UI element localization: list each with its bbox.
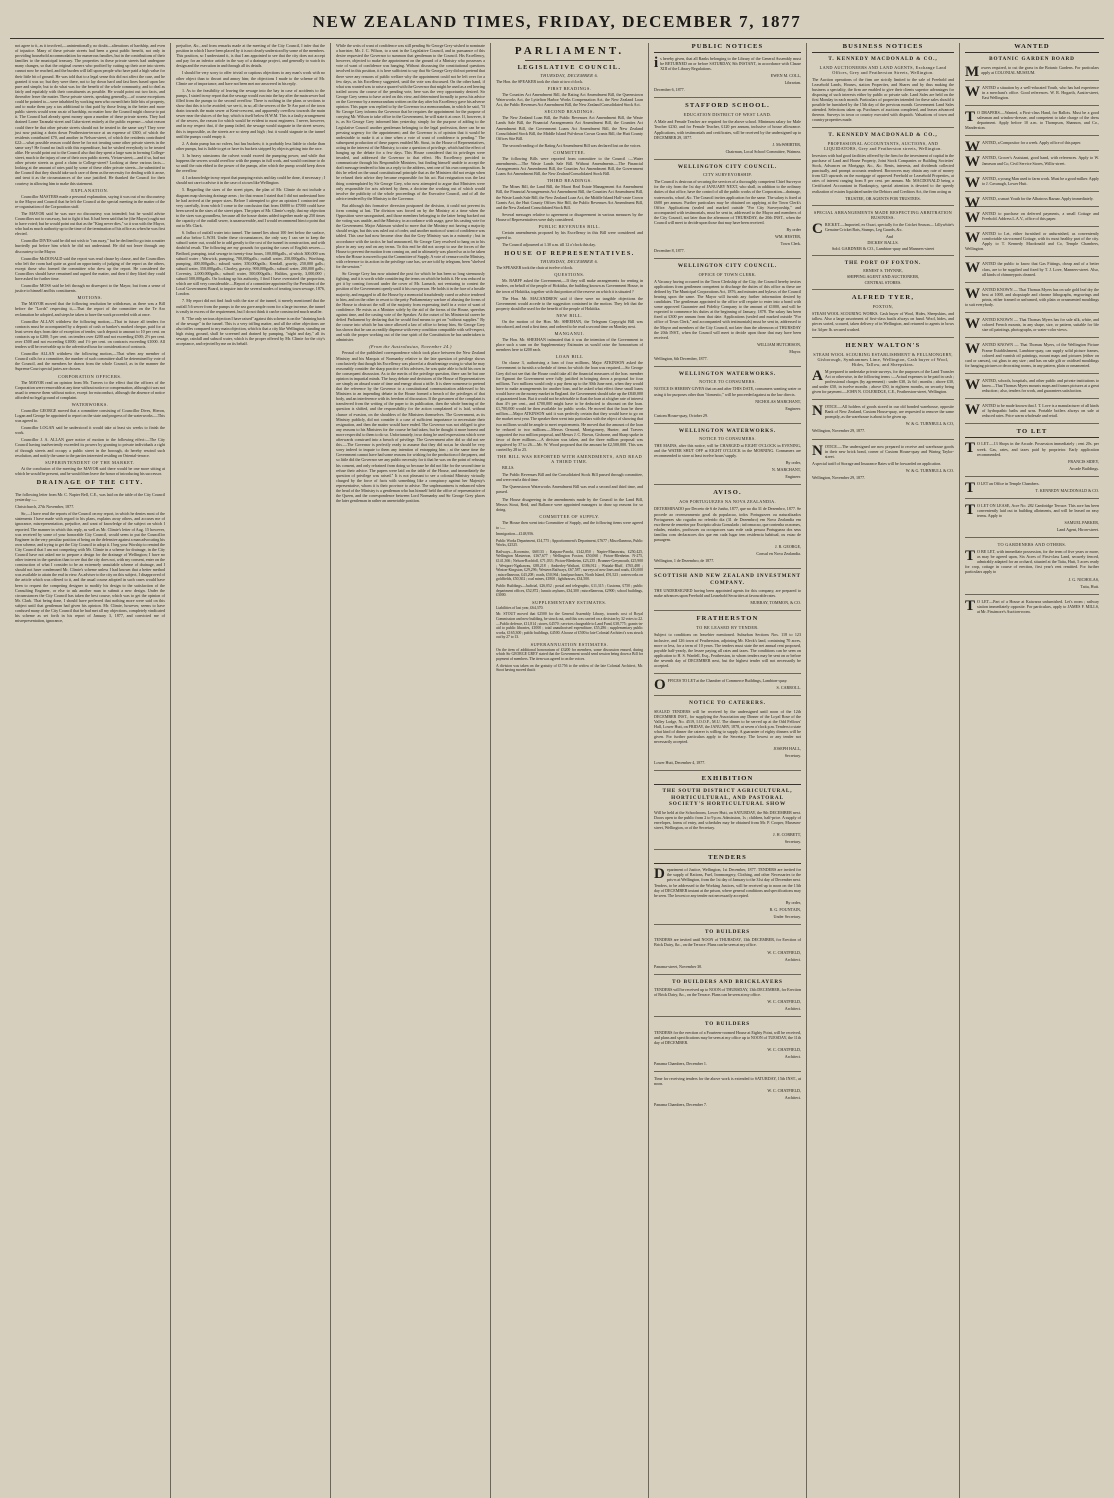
advert-body: WANTED a situation by a well-educated Youth, who has had experience in a merchant's office. Good references. W. R. Hogarth, Austin-street, East Wellington. — [965, 83, 1099, 100]
advert-body: WANTED, a smart Youth for the Albatross Bazaar. Apply immediately. — [965, 194, 1094, 211]
advert-seller: Sold. GARDNER & CO., Lambton-quay and Manners-street — [831, 245, 935, 251]
advert-wanted-cottage-let[interactable] — [965, 231, 1099, 257]
advert-body: TO LET.—13 Shops in the Arcade. Possession immediately ; rent 20s. per week. Gas, rates, and taxes paid by proprietor. Early application recommended. — [965, 440, 1099, 457]
advert-byorder: By order, — [785, 460, 801, 466]
advert-signature-role: Town Clerk. — [780, 241, 801, 247]
article-paragraph: At the conclusion of the meeting the MAYOR said there would be one more sitting at which he would be present, and he would then leave the honor of introducing his successor. — [15, 465, 165, 476]
advert-body: Will be held at the Schoolroom, Lower Hutt, on SATURDAY, the 8th DECEMBER next. Doors open to the public from 2 to 9 p.m. Admission, 1s ; children, half-price. A supply of envelopes, forms of entry, and schedules may be obtained from Mr. P. Cooper, Museum-street, Wellington, or of the Secretary. — [654, 809, 801, 831]
advert-signature: W. C. CHATFIELD, — [767, 949, 801, 955]
advert-stafford-school[interactable] — [654, 102, 801, 159]
advert-subtitle: TO BE LEASED BY TENDER. — [696, 625, 759, 631]
article-paragraph: The Mines Bill, the Land Bill, the Maori Real Estate Management Act Amendment Bill, the Financial Arrangements Act Amendment Bill, the Counties Act Amendment Bill, the Waste Lands Sale Bill, the New Zealand Loan Act, the Middle Island Half-caste Crown Grants Act, the Hutt County Offices Site Bill, the Public Revenues Act Amendment Bill, and the New Zealand Consolidated Stock Bill. — [496, 184, 643, 210]
advert-body: STEAM WOOL SCOURING WORKS. Cash buyer of Wool, Hides, Sheepskins, and tallow. Also a large assortment of first-class basils always on hand. Wool, hides, and pieces sorted, scoured, taken delivery of in Wellington, and returned to agents in bows for 3d per lb. secured washed. — [812, 311, 954, 332]
column-1 — [10, 43, 170, 1498]
advert-date: Wellington, November 29, 1877. — [812, 428, 866, 434]
advert-signature: FRANCIS SIDEY, — [1068, 458, 1099, 464]
advert-subtitle: OFFICE OF TOWN CLERK. — [698, 271, 757, 277]
advert-body: THE MAINS, after this notice, will be CHARGED at EIGHT O'CLOCK in EVENING, and the WATER SHUT OFF at EIGHT O'CLOCK in the MORNING. Consumers are recommended to store at least twelve hours' supply. — [654, 443, 801, 459]
advert-title: TO BUILDERS AND BRICKLAYERS — [672, 978, 783, 985]
subheading: CORPORATION OFFICERS. — [58, 373, 122, 379]
advert-date: Panama Chambers, December 1. — [654, 1061, 707, 1067]
advert-myers-picture-frames[interactable] — [965, 342, 1099, 373]
advert-title: WELLINGTON CITY COUNCIL. — [677, 263, 778, 270]
advert-subtitle: PROFESSIONAL ACCOUNTANTS, AUCTIONS, AND LIQUIDATORS, Grey and Featherston streets, Wellington. — [824, 140, 942, 151]
advert-signature: W. & G. TURNBULL & CO, — [905, 421, 954, 427]
article-paragraph: Councillor GEORGE moved that a committee consisting of Councillor Dives, Hieron, Logan and George be appointed to report on the state and progress of the waterworks.—This was agreed to. — [15, 407, 165, 424]
advert-signature-role: Secretary. — [784, 753, 801, 759]
advert-date: Wellington, November 29, 1877. — [812, 474, 866, 480]
advert-featherston-lease[interactable] — [654, 615, 801, 674]
rule — [68, 488, 113, 489]
article-paragraph: The Hon. the SPEAKER took the chair at two o'clock. — [496, 79, 584, 84]
article-paragraph: While the writs of want of confidence was still pending Sir George Grey wished to nominate a barrister, Mr. J. C. Wilson, to a seat in the Legislative Council, and in pursuance of this desire requested the Governor to summon that gentleman to the Council. His Excellency, however, objected to make the appointment on the ground of a Ministry who possesses a vote of want of confidence was hanging. Without discussing the constitutional questions involved in this position, it is here sufficient to say that Sir George Grey did not pretend that there were any reasons of public welfare why the appointment could not be left over for a few days, as his Excellency suggested, until the vote was discussed. On the other hand, if what was wanted was to raise a quarrel with the Governor that might be used as a red herring trailed across the course of the pending vote, here was the very opportunity desired. Sir George Grey seems to have acted on this view, and determined formally to press his advice on the Governor by a memorandum written on the day after his Excellency gave his adverse opinion. This paper was replied to by the Governor in a memorandum, in which he said, "If Sir George Grey informs the Governor that he requires the appointment for the purpose of carrying Mr. Wilson to take office in the Government, he will state it at once. If, however, it is, as Sir George Grey informed him yesterday, simply for the purpose of adding to the Legislative Council another gentleman belonging to the legal profession, there can be no pressing urgency for the appointment; and the Governor is of opinion that it would be undesirable to make it at a time when a vote of want of confidence is pending." The subsequent production of these papers enabled Mr. Stout, in the House of Representatives, acting in the interest of the Ministry, to raise a question of privilege, which had the effect of hanging up the debate for a few days. This House considered that its privileges were invaded, and addressed the Governor to that effect. His Excellency precided to communicate through his Responsible Ministers, but finding himself unable to accept the draft message tendered to him as a reply to the address, sent one of his own composition. In this he relied on the usual constitutional principle that as the Ministers did not resign when he refused their advice they became responsible for his act. But resignation was the last thing contemplated by Sir George Grey, who now attempted to argue that Ministers were only responsible for acts advised by them, a doctrine the working out of which would involve the publicity of the whole proceedings of the Executive Council, and of all the advice tendered by the Ministry to the Governor. — [336, 43, 485, 201]
article-paragraph: Perusal of the published correspondence which took place between the New Zealand Ministry and his Marquis of Normanby relative to the late question of privilege shows conclusively that though his Excellency was placed at a disadvantage owing to what he may reasonably consider the sharp practice of his advisers, he was quite able to hold his own in the consequent discussion. As to the merits of the privilege question, there can be but one opinion in impartial minds. The fussy debate and decisions of the House of Representatives are simply an absurd waste of time and energy about a trifle. It is sheer nonsense to pretend that the reference by the Governor to a constitutional communication addressed to his Ministers to an impending debate in the House formed a breach of the privileges of that body, and an interference with its freedom of discussion. If the gravamen of the complaint is transferred from the writing of the paper to its publication, then the whole bearing of the question is shifted, and the responsibility for the action complained of is laid, without chance of evasion, on the shoulders of the Ministers themselves. The Government, as its Ministry publicly, did not consider it a case of sufficient importance to necessitate their resignation, and then the matter would have ended. The Governor was not obliged to give any reasons to his Ministers for the course he had taken, but he thought it more honest and more respectful to them to do so. Unfortunately, in so doing he used expressions which were afterwards construed into a breach of privilege. The Government after did so did not see this.—The Governor is perfectly ready to assume that they did not,as he should be very sorry indeed to impute to them any intention of entrapping him ; at the same time the Government cannot have had some reasons for wishing for the production of the papers, and so little did the Governor see any public necessity for it that he was on the point of refusing his consent, and only refrained from doing so because he did not like for the second time to refuse their advice. The papers were laid on the table of the House, and immediately the question of privilege was raised." It is not pleasant to see a colonial Ministry virtually charged by the force of facts with something like a conspiracy against her Majesty's representative, whom it is their province to advise. The unpleasantness is enhanced when the head of the Ministry is a gentleman who has himself held the office of representative of the Queen, and the correspondence between Lord Normanby and Sir George Grey places the later gentleman in rather an unenviable position. — [336, 350, 485, 504]
advert-body: Investors with bad good facilities offered by the firm for the investment of capital in the purchase of Land and House Property, Joint Stock Companies or Building Societies' Stock, Advances on Mortgage, &c., &c. Rents, interests, and dividends collected punctually, and prompt accounts rendered. Borrowers may obtain any rate of money from £25 upwards on the mortgage of approved Freehold or Leasehold Properties, at rates of interest ranging from 8 per cent. per annum. Mr. MACDONALD being a Certificated Accountant in Bankruptcy, special attention is devoted to the speedy realization of estates liquidated under the Debtors and Creditors Act, the firm acting as — [812, 152, 954, 194]
column-6-business-notices — [806, 43, 959, 1498]
advert-subtitle: NOTICE TO CONSUMERS. — [699, 436, 756, 442]
subheading: FIRST READINGS. — [547, 86, 592, 92]
article-paragraph: The SPEAKER took the chair at twelve o'clock. — [496, 265, 574, 271]
advert-horticultural-show[interactable] — [654, 788, 801, 850]
advert-body: THE UNDERSIGNED having been appointed agents for this company, are prepared to make advances upon Freehold and Leasehold Securities at favourable rates. — [654, 588, 801, 599]
advert-wanted-farm-hand[interactable] — [965, 176, 1099, 192]
advert-title: SCOTTISH AND NEW ZEALAND INVESTMENT COMPANY. — [654, 573, 801, 586]
article-dateline: Christchurch, 27th November, 1877. — [15, 504, 75, 510]
advert-body: WANTED to purchase on deferred payments, a small Cottage and Freehold. Address L.A.V., office of this paper. — [965, 209, 1099, 226]
subheading: THE BILL WAS REPORTED WITH AMENDMENTS, AND READ A THIRD TIME. — [496, 454, 643, 465]
advert-body: CRICKET.—Imported, ex Oxari, specially for the Cricket Season— Lillywhite's Genuine Cricket Bats, Stumps, Leg Guards, &c. — [812, 220, 954, 237]
advert-signature: DICKES' BALLS. — [867, 239, 899, 245]
article-paragraph: I should be very sorry to offer trivial or captious objections to any man's work with no other object than to thwart and annoy him; the objections I made to the scheme of Mr. Climie are of importance, and have not been met nor answered in his reply. — [176, 70, 325, 86]
article-paragraph: On the motion of the Hon. Mr. SHEEHAN, the Telegram Copyright Bill was introduced, and read a first time, and ordered to be read a second time on Monday next. — [496, 318, 643, 329]
subheading-legislative-council: LEGISLATIVE COUNCIL. — [517, 64, 622, 71]
advert-date: Panama Chambers, December 7. — [654, 1102, 707, 1108]
source-attribution: (From the Australasian, November 24.) — [369, 344, 452, 350]
article-paragraph: On clause 3, authorising a loan of four millions, Major ATKINSON asked the Government to furnish a schedule of items for which the loan was required.—Sir George Grey did not see that the House could take all the financial measures of the hon. member for Egmont the Government were fully justified in bringing down a proposal for four millions. Two millions would only a pay them up to the 30th June next, when they would have to make arrangements for another loan, and he asked what effect these small loans would have on the money market in England. the Government should take up the £840,000 of guaranteed loan. But it would not be advisable to float the loan at a higher rate of interest than 4½ per cent., and £700,000 might have to be deducted to discount on the loan. £1,700,000 would be then available for public works. He moved that the loan be there million.—Major ATKINSON said it was perfectly certain that they would have to go on the market next year. The speaker then went into particulars with the object of showing that two millions would be ample to meet requirements. He moved that the amount of the loan be reduced to two millions.—Messrs Ormond, Montgomery, Hunter, and Travers supported the two million proposal, and Messrs J. C. Brown, Gisborne, and Sharp spoke in favor of three millions.—A division was taken, and the three million proposal was negatived by 37 to 26.—Mr. W. Wood proposed that the amount be £2,500,000. This was carried by 28 to 25. — [496, 360, 643, 452]
advert-body: WANTED, a young Man used to farm work. Must be a good milker. Apply to J. Cavanagh, Lower Hutt. — [965, 174, 1099, 191]
advert-wanted-situation-youth[interactable] — [965, 85, 1099, 106]
article-paragraph: 4. I acknowledge in my report that pumping exists and day could be done, if necessary ; I should not care to advise it in the case of a town like Wellington. — [176, 175, 325, 186]
advert-aviso-portuguese[interactable] — [654, 489, 801, 569]
section-heading-business-notices: BUSINESS NOTICES — [812, 43, 954, 53]
advert-myers-mounts[interactable] — [965, 317, 1099, 338]
column-2 — [170, 43, 330, 1498]
advert-address: Taita, Hutt. — [1080, 583, 1099, 589]
advert-date: Panama-street, November 30. — [654, 963, 703, 969]
advert-signature: J. H. CORBETT, — [772, 832, 801, 838]
advert-date: Custom House-quay, October 29. — [654, 412, 709, 418]
advert-body: is hereby given, that all Ranks belonging to the Library of the General Assembly must be RETURNED on or before SATURDAY, 8th INSTANT, in accordance with Clause XIII of the Library Regulations. — [654, 55, 801, 72]
article-paragraph: 3. In heavy rainstorms the culvert would exceed the pumping power, and while that happens the sewers would overflow with the pumps in full work, and would continue to do so until the rain ebbed to the power of the pumps, after which the pump would keep down the overflow. — [176, 152, 325, 174]
estimates-item: Liabilities of last year, £64,370. — [496, 605, 544, 610]
advert-notice-library[interactable] — [654, 56, 801, 98]
advert-wanted-bazaar-youth[interactable] — [965, 194, 1099, 211]
advert-body: Subject to conditions on leasehter mentioned. Suburban Sections Nos. 118 to 123 inclusive, and 126 town of Featherston, adjoining Mr. Kleck's land, containing 70 acres, more or less, for a term of 10 years. The tenders must state the net annual rent proposed, payable half-yearly, the lessee paying all rates and taxes. The conditions can be seen on application to H. S. Wardell, Esq., Featherston, to whom tenders may be sent on or before the seventh day of DECEMBER next, but the highest tender will not necessarily be accepted. — [654, 632, 801, 668]
advert-signature: J. G. NICHOLAS, — [1068, 576, 1099, 582]
advert-body: WANTED the public to know that Gas Fittings, cheap and of a better class, are to be supplied and fixed by T. J. Love, Manners-street. Also, all kinds of chimneypots cleaned. — [965, 260, 1099, 277]
advert-title: TO BUILDERS — [704, 1021, 751, 1028]
advert-conjunction: And — [885, 233, 894, 239]
advert-wanted-compositor[interactable] — [965, 139, 1099, 156]
advert-body: TO LET an Office in Temple Chambers. — [965, 479, 1040, 496]
advert-subtitle: EDUCATION DISTRICT OF WEST LAND. — [683, 112, 772, 118]
advert-title: FRATHERSTON — [696, 615, 759, 623]
advert-signature-role: Librarian. — [784, 80, 801, 86]
advert-signature-role: Architect. — [784, 1054, 801, 1060]
column-7-wanted-to-let — [959, 43, 1104, 1498]
advert-turnbull-bond-removal[interactable] — [812, 404, 954, 439]
section-heading-to-let: TO LET — [965, 428, 1099, 438]
advert-signature: W. C. CHATFIELD, — [767, 1047, 801, 1053]
advert-tolet-cambridge-terrace[interactable] — [965, 503, 1099, 538]
advert-tolet-arcade-shops[interactable] — [965, 441, 1099, 476]
subheading: MOTIONS. — [77, 295, 103, 301]
advert-myers-institutions[interactable] — [965, 378, 1099, 399]
article-paragraph: The following letter from Mr. C. Napier Bell, C.E., was laid on the table of the City Council yesterday :— — [15, 491, 165, 503]
advert-title: WELLINGTON WATERWORKS. — [678, 370, 777, 377]
subheading: COMMITTEE. — [553, 149, 586, 155]
advert-title: THE SOUTH DISTRICT AGRICULTURAL, HORTICULTURAL, AND PASTORAL SOCIETY'S HORTICULTURAL SHOW — [662, 788, 793, 808]
advert-address: Land Agent, Hiron-street. — [1056, 527, 1099, 533]
section-heading-tenders: TENDERS — [654, 854, 801, 864]
advert-signature-role: Engineer. — [785, 474, 801, 480]
advert-tender-extension[interactable] — [654, 1076, 801, 1112]
advert-body: TENDERS for the erection of a Fourteen-roomed House at Eighty Point, will be received, and plans and specifications may be seen at my office up to NOON of TUESDAY, the 11th day of DECEMBER. — [654, 1029, 801, 1045]
article-paragraph: BILLS. — [502, 465, 515, 471]
advert-tender-builders-bricklayers[interactable] — [654, 979, 801, 1018]
sitting-date: THURSDAY, DECEMBER 6. — [540, 259, 599, 265]
article-paragraph: The MAYOR moved that the following resolution be withdrawn, as there was a Bill before the "Lords" respecting it,—That the report of the committee on the Te Aro reclamation be adopted, and steps be taken to have the work proceeded with at once. — [15, 301, 165, 317]
advert-signature: J. R. GEORGE, — [774, 544, 801, 550]
masthead: NEW ZEALAND TIMES, FRIDAY, DECEMBER 7, 1877 — [10, 8, 1104, 39]
advert-scottish-nz-investment[interactable] — [654, 573, 801, 611]
article-paragraph: The Queenstown Waterworks Amendment Bill was read a second and third time, and passed. — [496, 484, 643, 495]
section-heading-wanted: WANTED — [965, 43, 1099, 53]
advert-signature-role: Engineer. — [785, 405, 801, 411]
subheading: WATERWORKS. — [71, 401, 109, 407]
advert-signature: W. C. CHATFIELD, — [767, 999, 801, 1005]
estimates-item: Mr. STOUT moved that £2500 for the General Assembly Library, towards cost of Royal Commission and new building, be struck out, and this was carried on a division by 32 votes to 22.—Public defence, £11,814 ; stores, £4570 ; services chargeable to Land Fund, £38,775 ; grants-in-aid to public libraries, £1000 ; total unauthorised expenditure, £55,286 ; supplementary public works, £165,300 ; public buildings, £4500. A house of £500 to late Colonial Architect's was struck out by 27 to 13. — [496, 612, 643, 640]
subheading: QUESTIONS. — [554, 272, 585, 278]
subheading: SUPERINTENDENT OF THE MARKET. — [45, 459, 135, 465]
advert-signature: W. C. CHATFIELD, — [767, 1088, 801, 1094]
advert-body: TO LET—Part of a House at Kaiwarra unfurnished. Let's room ; railway station immediately opposite. For particulars, apply to JAMES F. MILLS, at Mr. Fissimore's Auction-room. — [965, 597, 1099, 614]
advert-tolet-gardeners-land[interactable] — [965, 542, 1099, 594]
advert-body: WANTED, schools, hospitals, and other public and private institutions to know—That Thomas Myers mounts maps and frames pictures at a great reduction ; also, tenders for work, and guarantees satisfaction. — [965, 376, 1099, 394]
subheading: PUBLIC REVENUES BILL. — [538, 223, 601, 229]
advert-body: DETERMINADO por Decreto de 6 de Junho, 1877, que no dia 31 de Dezembro, 1877. Se procede ao recenseamento geral da populacao, todos Portuguezes ou naturalizados Portuguezes são rogados no referido dia (31 de Dezembro) em Nova Zealandia em escriberse de remetter por Escriptio alista Consulado ; informacao, que contenha os nomes, edades, estados, profissoes ou occupacoes suas ecde cada pessoa Portugueza dos seus familias com declaracoes dos que em cada lugar tem residencia habitual, ou estao de passagem. — [654, 506, 801, 543]
advert-date: Lower Hutt, December 4, 1877. — [654, 760, 706, 766]
advert-address: Arcade Buildings. — [1069, 465, 1099, 471]
advert-macdonald-land-agents[interactable] — [812, 56, 954, 128]
column-3 — [330, 43, 490, 1498]
advert-signature-role: Mayor. — [789, 348, 801, 354]
estimates-item: Public Buildings—Judicial, £26,052 ; postal and telegraphic, £11,315 ; Customs, £750 ; public department offices, £52,872 ; lunatic asylums, £34,300 ; miscellaneous, £2900 ; school buildings, £3000. — [496, 583, 643, 598]
advert-henry-walton-wool[interactable] — [812, 342, 954, 400]
advert-subtitle: CITY SURVEYORSHIP. — [702, 172, 753, 178]
advert-signature: MURRAY, TOMMON, & CO. — [750, 600, 801, 606]
advert-signature-role: Consul en Nova Zealandia. — [756, 551, 801, 557]
subheading: MANGANUI. — [554, 331, 585, 337]
article-paragraph: Councillor ALLAN withdrew the following motion,—That in future all tenders for contracts must be accompanied by a deposit of cash or banker's marked cheque, paid for at least seven days from date of exception of tender, such deposit to amount to 10 per cent. on contracts up to £200; 5 per cent. on tenders over £200 and not exceeding £500; 2½ per cent. over £500 and not exceeding £1000; and 1½ per cent. on contracts exceeding £1000. All tenders will be receivable up to the advertised hour for consideration of contracts. — [15, 318, 165, 350]
article-paragraph: Councillor MASTERS made a personal explanation, saying it was out of no discourtesy to the Mayor and Council that he left the Council at the special meeting in the matter of the re-organisation of the Corporation staff. — [15, 193, 165, 209]
advert-wanted-drapers-hand[interactable] — [965, 110, 1099, 136]
advert-signature: NICHOLAS MARCHANT, — [755, 398, 801, 404]
advert-footer: TRUSTEE, OR AGENTS FOR TRUSTEES. — [845, 195, 921, 201]
advert-signature-role: Architect. — [784, 1095, 801, 1101]
advert-signature-role: Secretary. — [784, 839, 801, 845]
advert-tender-builders-2[interactable] — [654, 1021, 801, 1072]
advert-title: WELLINGTON WATERWORKS. — [678, 427, 777, 434]
article-paragraph: Councillor ALLAN withdrew the following motion,—That when any member of Council calls for a committee, the number of such committee shall be determined by vote of the Council, and the members be drawn from the whole Council, as in the manner the Supreme Court special juries are chosen. — [15, 351, 165, 372]
article-paragraph: The Public Revenues Bill and the Consolidated Stock Bill passed through committee, and were read a third time. — [496, 472, 643, 483]
advert-body: TO LET ON LEASE, Acre No. 282 Cambridge Terrace. This acre has been conveniently laid out in building allotments, and will be leased on easy terms. Apply to — [965, 501, 1099, 518]
article-paragraph: not agree to it, as it involved,—unintentionally, no doubt—alterations of hardship, and even of injustice. Many of these private streets had been a great public benefit, not only in providing household accommodation for numerous families, but in the contributions of their families to the municipal treasury. The properties in these private streets had undergone many changes, so that the original owners who profited by cutting up their acre into streets cannot now be reached, and the burden will fall upon people who have paid a high value for their little bit of ground. He was told that to a legal sense this did not affect the case, and he granted it was so; but they were there, not to lay down hard and fast lines based upon law pure and simple, but to do what was for the benefit of the whole community, and to deal as fairly and equitably with their constituents as possible. He would point out two facts, and thereafter leave the matter. These private streets, speaking generally,—of course exceptions could be pointed to—were inhabited by working men who owned their little bits of property, and to make them pay a tax additional to that paid by those living in the better and more public streets would wear an air of hardship, no matter how the Council might choose to put it. The Council had already spent money upon a number of these private streets. They had drained Lorne Taranaki-street and Cuba-street entirely at the public expense:—what reason could there be that other private streets should not be treated in the same way? They were just now putting a drain down Featherston-terrace at an expense of £300, of which the residents contributed £70, and another in Nelson-street, of which the residents contributed £22:—what possible reason could there be for not treating some other private streets in the same way? He found no fault with this expenditure, but he wished everybody to be treated alike. He would point out to the Council also that they spent a large sum in forming College-street, much to the injury of one of their own public streets, Vivian-street;—and if so, had not other private streets as good a claim to College-street? Looking at these various facts—looking at the amount of rates paid by some of these older private streets—he submitted to the Council that they should take such care of them as the necessity for dealing with it arose, and treat it as the circumstances of the case justified. He thanked the Council for their courtesy in allowing him to make this statement. — [15, 43, 165, 186]
advert-body: WANTED to Let, either furnished or unfurnished, as conveniently comfortable six-roomed Cottage, with its most healthy part of the city. Apply to T. Kennedy Macdonald and Co, Temple Chambers, Wellington. — [965, 230, 1099, 252]
advert-signature: WILLIAM HUTCHISON, — [757, 341, 801, 347]
article-paragraph: prejudice, &c., and from remarks made at the meeting of the City Council, I infer that the position in which I have been placed by it is not clearly understood by some of the members. This position, so I understand it, is that I am appointed to see that the city does not accept and pay for an inferior article in the way of a drainage project, and generally to watch its design and the execution in and through all its details. — [176, 43, 325, 69]
advert-botanic-garden-mowers[interactable] — [965, 56, 1099, 81]
article-paragraph: Certain amendments proposed by his Excellency in this Bill were considered and agreed to. — [496, 229, 643, 241]
article-paragraph: The MAYOR said he was sure no discourtesy was intended; but he would advise Councillors not to run away, but to fight it but. It had been said that he (the Mayor) ought not to have voted; but he would point out that as the "King never dies," so it was with the Mayor, who had as much authority up to the time of the termination of his office as when he was first elected. — [15, 210, 165, 237]
advert-body: TENDERS are invited until NOON of THURSDAY, 13th DECEMBER, for Erection of Brick Dairy, &c., on the Terrace. Plans can be seen at my office. — [654, 937, 801, 948]
article-paragraph: The Counties Act Amendment Bill, the Rating Act Amendment Bill, the Queenstown Waterworks Act, the Lyttelton Harbor Works Compensation Act, the New Zealand Loan Act, the Public Revenues Act Amendment Bill, the New Zealand Consolidated Stock Act. — [496, 92, 643, 108]
advert-title: WELLINGTON CITY COUNCIL. — [677, 163, 778, 170]
advert-title: NOTICE TO CATERERS. — [689, 700, 766, 707]
advert-subtitle: FOXTON, — [872, 304, 894, 310]
section-heading-parliament: PARLIAMENT. — [514, 45, 625, 57]
advert-body: The Auction operations of the firm are strictly limited to the sale of Freehold and Leasehold Lands, Houses, station Properties, and Shares and by thus making the business a speciality, the firm are enabled to give their clients superior advantages for disposing of such interests either by public or private sale. Land Sales are held on the first Monday in each month. Particulars of properties intended for these sales should it possible be furnished by the 15th day of the previous month. Government Land Sales attended. Selections taken up. Purchases of auctions completed, and leases advanced thereon. Surveys in town or country executed with dispatch. Valuations of town and country properties made. — [812, 76, 954, 123]
subheading: NEW BILL. — [556, 312, 583, 318]
subheading: THIRD READINGS. — [546, 178, 593, 184]
advert-title: TO GARDENERS AND OTHERS. — [997, 542, 1067, 548]
advert-tender-prison-supplies[interactable] — [654, 867, 801, 925]
article-paragraph: Sir George Grey has now attained the post for which he has been so long strenuously fighting, and it is worth while considering the terms on which he holds it. He was reduced to get it by coming forward under the cover of Mr. Larnach, not venturing to contest the position of the Government openly until it his own person. He holds it in the face of a hostile majority, and engaged to all the House by a memorial fraudulently cured or advice tendered to him, and on the other to resort to the petty Parliamentary warfare of abusing the forms of the House to obstruct the will of the majority from expressing itself in a voice of want of confidence. He exists as a Minister solely by the aid of the forms of the House, speeches against time, and the casting vote of the Speaker. At the outset of his Ministerial career he defied Parliament by declaring that he would find means to get on "without supplies." By the course into which he has since allowed a law of office to betray him, Sir George Grey has shown that he can as readily dispense with every condition compatible with self-respect, and with the proper working out of the true spirit of the Constitution he has undertaken to administer. — [336, 271, 485, 343]
advert-signature: W. & G. TURNBULL & CO. — [905, 467, 954, 473]
subheading: LOAN BILL — [555, 354, 584, 360]
advert-body: TO BE LET, with immediate possession, for the term of five years or more, as may be agreed upon, Six Acres of First-class Land, securely fenced, admirably adapted for an orchard, situated at the Taita, Hutt, 5 acres ready for crop, cottage in course of erection, first year's rent remitted. For further particulars apply to — [965, 548, 1099, 575]
advert-notice-to-caterers[interactable] — [654, 700, 801, 771]
advert-body: NOTICE IS HEREBY GIVEN that on and after THIS DATE, consumers wanting water or using it for purposes other than "domestic," will be proceeded against as the law directs. — [654, 386, 801, 397]
advert-body: NOTICE.—All holders of goods stored in our old bonded warehouse, opposite Bank of New Zealand, Custom House-quay, are requested to remove the same promptly, as the warehouse is about to be given up. — [812, 403, 954, 420]
advert-signature: N. MARCHANT, — [771, 467, 801, 473]
advert-signature: WM. HESTER, — [774, 234, 801, 240]
advert-offices-to-let[interactable] — [654, 678, 801, 696]
advert-body: WANTED to be made known that J. T. Love is a manufacturer of all kinds of hydropathic baths and urns. Portable boilers always on sale at reduced rates. Price warm wholesale and retail. — [965, 402, 1099, 419]
column-4 — [490, 43, 648, 1498]
advert-signature: EWEN M. COLL, — [770, 73, 801, 79]
article-paragraph: Councillor DIVES said he did not wish to "run away," but he declined to go into a matter hurriedly put before him which he did not understand. He did not leave through any discourtesy to the Mayor. — [15, 238, 165, 254]
article-paragraph: 5. Regarding the sizes of the street pipes, the plan of Mr. Climie do not include a diagram map showing drainage areas ; for that reason I stated that I did not understand how he had arrived at the proper sizes. Before I attempted to give an opinion I contracted one very carefully, from which I come to the conclusion that from £6000 to £7000 could have been saved in the sizes of the street pipes. The pipes of Mr. Climie's reply, that my objection to the sizes was groundless, because all the house drains added together made up 250 times the capacity of the outfall sewer, is unanswerable, and I would recommend him to point that out to Mr. Clark. — [176, 187, 325, 229]
advert-signature-role: Architect. — [784, 956, 801, 962]
article-paragraph: 6. Influx of outfall water into tunnel. The tunnel lies about 100 feet below the surface, and also below L.W.M. Under these circumstances, the only way I can see to keep the subsoil water out, would be to add greatly to the cost of the tunnel in construction, and with doubtful result. The following are my grounds for quoting the cases of English sewers.—Bedford, pumping, total sewage in twenty-four hours, 100,000galls., of which 300,000 was subsoil water ; Warwick, pumping, 700,000galls.; outfall water, 250,000galls.; Worthing, pumping, 400,000galls.; subsoil water, 350,000galls.; Kendall, gravity, 250,000 galls.; subsoil water, 350,000galls.; Chorley, gravity, 900,000galls.; subsoil water, 200,000 galls.; Coventry, 2,000,000galls.; subsoil water, 500,000galls.; Halifax, gravity, 3,000,000 ; subsoil 500,000galls. On looking up his authority, I find I have overstated the proportion, which are still very considerable.—Report of a committee appointed by the President of the Local Government Board, to inquire into the several modes of treating town sewage, 1876, London. — [176, 230, 325, 297]
article-paragraph: 1. As to the feasibility of leaving the sewage into the bay in case of accidents to the pumps, I stated in my report that the sewage would run into the bay after the main sewer had filled from the pumps to the second overflow. There is nothing in the plans or sections to show that this is to be avoided; we see it, in so, all the sewers of the Te Aro part of the town drain towards the main sewer at Kent-crescent, and apparently overflow towards the main sewer near the sluices of the bay, which is itself below H.W.M. This is a faulty arrangement of the sewers, the reason for which would be evident to most engineers. I never, however, and in my respect that, if the pump failed, the sewage would stagnate in the street sewers; this is impossible, as the streets are so steep and high ; but it would stagnate in the tunnel until the pumps could empty it. — [176, 87, 325, 139]
advert-body: TENDERS will be received up to NOON of THURSDAY, 13th DECEMBER, for Erection of Brick Dairy, &c., on the Terrace. Plans can be seen at my office. — [654, 987, 801, 998]
article-paragraph: The House then went into Committee of Supply, and the following items were agreed to :— — [496, 519, 643, 530]
article-paragraph: Sir,—I have read the reports of the Council on my report, in which he denies most of the statements I have made with regard to his plans, explains away others, and accuses me of ignorance, misrepresentation, prejudice, and want of knowledge of the subject on which I reported. The manner in which this reply, as well as Mr. Climie's letter of Aug. 15 however, was received by some of your honorable City Council, would seem to put the Councillor Engineer in the very peculiar position of being on the defensive against a man advocating his own scheme, and trying to get the City Council to adopt it. I beg your Worship to remind the City Council that I am not competing with Mr. Climie in a scheme for drainage, in the City Council have not asked me to prepare a design for the drainage of Wellington; I have no other interest in the question than to see that the city does not, with my consent, enter on the construction of what I consider to be an extremely unsuitable scheme of drainage, and I should not have condemned Mr. Climie's scheme unless I had known that a better method was available to attain the end in view. As adviser to the city on this subject, I disapproved of the article which was offered to it, and the usual course adopted in such cases would have been to request the competing designer to modify his design to the satisfaction of the Consulting Engineer, or else to ask another man to submit a new design. Under the circumstances the City Council has taken the best course, which was to get the opinion of Mr. Clark. That being done, I should have preferred that nothing more were said on this subject until that gentleman had given his opinion. Mr. Climie, however, seems to have confused many of the City Council that he had met all my objections, completely vindicated his scheme as set forth in his report of January 3, 1877, and convicted me of misrepresentation, ignorance, — [15, 511, 165, 624]
advert-body: SEALED TENDERS will be received by the undersigned until noon of the 12th DECEMBER INST., for supplying the Association any Dinner of the Loyal Rose of the Valley Lodge, No. 4519, I.O.O.F., M.U. The dinner to be served up at the Odd Fellows' Hall, Lower Hutt, on FRIDAY, the JANUARY, 1878, at seven o'clock p.m. Tenders to state what kind of dinner the caterer is willing to supply. A guarantee of eighty dinners will be given. For further particulars apply to the Secretary. The lowest or any tender not necessarily accepted. — [654, 708, 801, 745]
article-paragraph: The Hon. Mr. SHEEHAN intimated that it was the intention of the Government to place such a sum on the Supplementary Estimates as would raise the honorarium of members here to £200 each. — [496, 337, 643, 353]
advert-byorder: By order, — [785, 899, 801, 905]
advert-wanted-purchase-cottage[interactable] — [965, 211, 1099, 227]
advert-body: Mowers required, to cut the grass in the Botanic Gardens. For particulars apply at COLONIAL MUSEUM. — [965, 63, 1099, 80]
subheading: EXPLANATION. — [71, 187, 109, 193]
advert-subtitle: STEAM WOOL SCOURING ESTABLISHMENT & FELLMONGERY, Gisborough, Symhammes Lime, Wellington, Cash buyer of Wool, Hides, Tallow, and Sheepskins. — [813, 351, 953, 367]
advert-body: WANTED KNOWN — That Thomas Myers has on sale gold leaf dry the best at 1000, and shopstaple and chrome lithographs, engravings and prints, either framed or unframed, with plain or ornamented mouldings to suit everybody. — [965, 285, 1099, 308]
advert-body: NOTICE.—The undersigned are now prepared to receive and warehouse goods in their new brick bond, corner of Custom House-quay and Waring Taylor-street. — [812, 442, 954, 459]
article-paragraph: Councillor J. A. ALLAN gave notice of motion to the following effect:—The City Council having inadvertently exceeded its powers by granting to private individuals a right of through streets and occupy a public street in the borough, do hereby rescind such resolution, and notify the same to the parties interested residing on Oriental-terrace. — [15, 437, 165, 458]
article-paragraph: The House disagreeing in the amendments made by the Council in the Land Bill, Messrs Stout, Reid, and Ballance were appointed managers to draw up reasons for so doing. — [496, 496, 643, 512]
advert-title: THE PORT OF FOXTON. — [844, 259, 922, 266]
article-paragraph: The following Bills were reported from committee to the Council :—Water amendments.—The Waste Lands Sale Bill. Without Amendments.—The Financial Arrangements Act Amendment Bill, the Counties Act Amendment Bill, the Government Loans Act Amendment Bill, the New Zealand Consolidated Stock Bill. — [496, 155, 643, 177]
section-heading-drainage: DRAINAGE OF THE CITY. — [36, 478, 144, 486]
advert-title: BOTANIC GARDEN BOARD — [989, 56, 1075, 62]
estimates-item: On the item of additional honorarium of £3200 for members, some discussion ensued, during which Sir GEORGE GREY stated that the Government would send session being down a Bill for payment of members. The item was agreed to on the voices. — [496, 647, 643, 662]
advert-body: WANTED, Grocer's Assistant, good hand, with references. Apply to W. Jameson and Co, Civil Service Stores, Willis-street. — [965, 154, 1099, 171]
advert-myers-goldleaf[interactable] — [965, 287, 1099, 313]
advert-body: WANTED KNOWN — That Thomas Myers has for sale silk, white, and colored French mounts, in any shape, size, or pattern, suitable for life size oil paintings, photographs, or water-color views. — [965, 316, 1099, 333]
advert-signature: T. KENNEDY MACDONALD & CO. — [1035, 487, 1099, 493]
advert-signature-role: Under Secretary. — [773, 913, 801, 919]
advert-title: HENRY WALTON'S — [845, 341, 921, 349]
advert-tolet-temple-chambers[interactable] — [965, 481, 1099, 499]
article-paragraph: Mr. BARFF asked the Government,—If they will make arrangements for renting in tenders, on behalf of the people of Hokitika, the building known as Government House, in the town of Hokitika, together with that portion of the reserve on which it is situated ? — [496, 278, 643, 294]
rule — [525, 60, 613, 61]
advert-subtitle: AOS PORTUGUEZES NA NOVA ZEALANDIA. — [679, 499, 776, 505]
advert-waterworks-consumers-2[interactable] — [654, 428, 801, 486]
advert-wanted-gas-fittings[interactable] — [965, 261, 1099, 282]
subheading: COMMITTEE OF SUPPLY. — [539, 513, 600, 519]
advert-date: Wellington, 1 de Dezembro, de 1877. — [654, 558, 715, 564]
subheading: SECOND READINGS. — [544, 109, 595, 115]
estimates-item: Railways—Koromiro, £60133 ; Kaipara-Paroki, £142,850 ; Napier-Manawatu, £250,425, Wellington Masterton, £167,677 ; Wellington Foxton, £50,060 ; Picton-Blenheim. N-275, £141,366 ; Nelson-Rochfoll, £71,033 ; Picton-Blenheim, £23,235 ; Brunner-Greymouth, £25,900 ; Westport-Ngakawau, £88,218 ; Amberley-Waikari, £186,912 ; Waitaki-Bluff, £765,488 ; Winton-Kingston, £29,296 ; Western Railways, £67,587 ; surveys of new lines and roads, £10,000 ; miscellaneous, £43,208 ; roads, £50,964 ; land purchases, North Island, £91,523 ; waterworks on goldfields, £50,302 ; coal mines, £1800 ; lighthouses, £34,500. — [496, 549, 643, 582]
advert-waterworks-consumers-1[interactable] — [654, 371, 801, 424]
advert-wanted-grocers-assistant[interactable] — [965, 155, 1099, 171]
advert-signature: J. McWHIRTER, — [772, 141, 801, 147]
advert-title: SPECIAL ARRANGEMENTS MADE RESPECTING ARBITRATION BUSINESS. — [813, 209, 953, 220]
advert-title: ALFRED TYER, — [851, 294, 915, 302]
advert-date: December 8, 1877. — [654, 248, 685, 254]
article-paragraph: 8. "The only serious objection I have raised" against this scheme is on the "draining back of the sewage" in the tunnel. This is a very trifling matter, and all the other objections are also trifles compared to my main objection, which is that a city like Wellington, standing on high rising ground, shall be screened and drained by pumping, "night and day," all its sewage, rainfall and subsoil water, which is the proper offered by Mr. Climie for the city's acceptance, and rejected by me on its behalf. — [176, 315, 325, 347]
article-paragraph: 7. My report did not find fault with the size of the tunnel, it merely mentioned that the outfall 5.6 sewer from the pumps to the sea gave ample room for a large increase, the tunnel is vastly in excess of the requirement, but I do not think it can be constructed much smaller. — [176, 298, 325, 314]
advert-title: STAFFORD SCHOOL. — [685, 102, 770, 110]
advert-signature-role: Architect. — [784, 1006, 801, 1012]
advert-subtitle: NOTICE TO CONSUMERS. — [699, 379, 756, 385]
advert-port-of-foxton[interactable] — [812, 260, 954, 291]
article-paragraph: But although this formative diversion postponed the division, it could not prevent its form coming at last. The division was forced on by the Ministry at a time when the Opposition were unorganised, and those members belonging to the latter being backed out the voting was unable, and the Ministry, in accordance with usage, gave his casting vote for the Government. Major Atkinson wished to move that the Ministry not having a majority should resign, but this was ruled out of order, and another motion of want of confidence was tabled. This case had now become clear that the Grey Ministry was in a minority ; but in accordance with the tactics he had announced, Sir George Grey resolved to hang on to his place in any way and on any terms. To this end he did not accept to use the forces of the House to prevent the motion from coming on, and in ultimately was placed so as to be taken when the House is moved to put the Committee of Supply. A vote of censure on the Ministry, with reference to its action in the privilege case has, we are told by telegram, been "shelved for the session." — [336, 202, 485, 270]
sitting-date: THURSDAY, DECEMBER 6. — [540, 73, 599, 78]
advert-body: Time for receiving tenders for the above work is extended to SATURDAY, 15th INST., at noon. — [654, 1076, 801, 1087]
advert-signature: ERNEST S. THYNNE, — [863, 268, 903, 274]
advert-title: T. KENNEDY MACDONALD & CO., — [828, 132, 938, 139]
advert-body: The Council is desirous of securing the services of a thoroughly competent Chief Surveyor for the city from the 1st day of JANUARY NEXT, who shall, in addition to the ordinary duties of that office, have the control of all the public works of the Corporation—drainage, waterworks, wharf, &c. The Council invites application for the same. The salary is fixed at £600 per annum. Further particulars may be obtained on applying at the Town Clerk's Office. Applications (sealed and marked outside "For City Surveyorship," and accompanied with testimonials, must be sent in, addressed to the Mayor and members of the City Council, not later than the afternoon of THURSDAY, the 20th INST., when the Council will meet to decide upon those that may have been received. — [654, 179, 801, 225]
estimates-item: A division was taken on the gratuity of £1756 to the widow of the late Colonial Architect, Mr. Stoot having moved that it — [496, 663, 643, 673]
section-heading-public-notices: PUBLIC NOTICES — [654, 43, 801, 53]
advert-body: TO DRAPERS.—Wanted, a First-class Hand, for Ballots. Must be a good salesman and window-dresser, and competent to take charge of the dress department. Apply before 10 a.m. to Thompson, Shannon, and Co., Manderston. — [965, 108, 1099, 131]
advert-cricket-goods[interactable] — [812, 210, 954, 256]
advert-body: WANTED KNOWN — That Thomas Myers, of the Wellington Picture Frame Establishment, Lambton-quay, can supply solid picture frames, colored and varnish oil paintings, mount maps and pictures (either on card or canvas), cut glass to any size ; and has on sale gilt or oxidised mouldings for hanging pictures or decorating rooms, in any pattern, plain or ornamented. — [965, 341, 1099, 368]
advert-body: AM prepared to undertake private surveys, for the purposes of the Land Transfer Act or otherwise, in the following terms :—Actual expenses to be paid in cash ; professional charges (by agreement) : under £30, 2s 6d ; months ; above £30, and under £50, in twelve months ; above £50, in eighteen months, on security being given for payment.—JOHN N. COLERIDGE, C.E., Featherston-street, Wellington. — [812, 367, 954, 395]
article-paragraph: Several messages relative to agreement or disagreement in various measures by the House of Representatives were duly considered. — [496, 211, 643, 222]
article-paragraph: Councillor McDONALD said the report was read clause by clause, and the Councillors who left the room had quite as good an opportunity of judging of the report as the others, except those who formed the committee who drew up the report. He considered the Councillors should have remained and argued the matter, and then if they liked they could have asked for further time. — [15, 255, 165, 282]
article-paragraph: The New Zealand Loan Bill, the Public Revenues Act Amendment Bill, the Waste Lands Sale Bill, the Financial Arrangements Act Amendment Bill, the Counties Act Amendment Bill, the Government Loans Act Amendment Bill, the New Zealand Consolidated Stock Bill, the Middle Island Pul-down Crown Grants Bill, the Hutt County Offices Site Bill. — [496, 115, 643, 141]
advert-signature: R. G. FOUNTAIN, — [769, 906, 801, 912]
subheading: SUPERANNUATION ESTIMATES. — [530, 641, 609, 647]
advert-body: WANTED, a Compositor for a week. Apply office of this paper. — [965, 139, 1082, 156]
advert-signature-role: SHIPPING AGENT AND AUCTIONEER, — [846, 274, 920, 280]
article-paragraph: The Council adjourned at 1.30 a.m. till 12 o'clock this day. — [502, 242, 596, 248]
advert-signature: S. CARROLL. — [776, 685, 801, 691]
advert-city-surveyorship[interactable] — [654, 164, 801, 259]
advert-tariff-note: A special tariff of Storage and Insurance Rates will be forwarded on application. — [812, 460, 942, 466]
advert-body: Department of Justice, Wellington, 1st December, 1877. TENDERS are invited for the supply of Rations, Fuel, Ironmongery, Clothing, and other Necessaries to the pris-n at Wellington, from the 1st day of January to the 31st day of December next. Tenders, to be addressed to the Working Justices, will be received up to noon on the 13th day of DECEMBER instant at the prison, where general conditions and specifications may be seen. The lowest or any tender not necessarily accepted. — [654, 866, 801, 898]
advert-address: CENTRAL STORES. — [864, 280, 902, 286]
advert-date: December 6, 1877. — [654, 87, 685, 93]
column-grid — [10, 43, 1104, 1498]
advert-signature: JOSEPH HALL, — [773, 746, 801, 752]
advert-date: Wellington, 6th December, 1877. — [654, 355, 708, 361]
advert-signature: SAMUEL PARKER, — [1064, 520, 1099, 526]
estimates-item: Public Works Department, £14,775 ; Apportionment's Department, £7677 ; Miscellaneous, Public Works, £2525. — [496, 538, 643, 548]
advert-body: A Male and Female Teacher are required for the above school. Minimum salary for Male Teacher £230, and for Female Teacher, £120 per annum, inclusive of house allowance. Applications, with testimonials and certificates, will be received by the undersigned up to DECEMBER 29, 1877. — [654, 119, 801, 140]
article-paragraph: The Hon. Mr. MACANDREW said if there were no tangible objections the Government would accede to the suggestion contained in the motion. They felt that the property should be used for the benefit of the people of Hokitika. — [496, 295, 643, 311]
advert-byorder: By order — [786, 227, 801, 233]
advert-body: OFFICES TO LET at the Chamber of Commerce Buildings, Lambton-quay. — [654, 677, 788, 694]
estimates-item: Immigration—£148,956. — [496, 532, 534, 536]
advert-title: T. KENNEDY MACDONALD & CO., — [828, 56, 938, 62]
article-paragraph: Councillor LOGAN said he understood it would take at least six weeks to finish the work. — [15, 425, 165, 436]
advert-subtitle: LAND AUCTIONEERS AND LAND AGENTS, Exchange Land Offices, Grey and Featherston Streets, Wellington. — [819, 64, 947, 75]
column-5-public-notices — [648, 43, 806, 1498]
advert-title: AVISO. — [713, 489, 742, 497]
advert-town-clerk[interactable] — [654, 263, 801, 367]
advert-macdonald-accountants[interactable] — [812, 132, 954, 205]
article-paragraph: 2. A drain pump has no valves, but has buckets; it is probably less liable to choke than other pumps, but is liable to get or have its buckets stripped by objects getting into the race. — [176, 140, 325, 151]
advert-love-baths[interactable] — [965, 403, 1099, 424]
advert-title: TO BUILDERS — [704, 928, 751, 935]
section-heading-exhibition: EXHIBITION — [654, 775, 801, 785]
article-paragraph: The second reading of the Rating Act Amendment Bill was declared lost on the voices. — [502, 142, 642, 148]
advert-turnbull-new-bond[interactable] — [812, 444, 954, 485]
subheading: SUPPLEMENTARY ESTIMATES. — [532, 599, 607, 605]
advert-tender-builders-1[interactable] — [654, 929, 801, 975]
advert-tolet-kaiwarra-house[interactable] — [965, 599, 1099, 619]
advert-body: A Vacancy having occurred in the Town Clerkship of the City, the Council hereby invites applications from gentlemen competent to discharge the duties of this office as these are defined by The Municipal Corporations Act, 1876, and minutes and bylaws of the Council bearing upon the same. The Mayor will furnish any further information desired by candidates. The gentleman appointed to the office will require to enter into a bond with some approved Guarantee and Fidelity Company to the amount of £1000, and will be expected to commence his duties at the beginning of January, 1878. The salary has been fixed at £300 per annum from that date. Applications (sealed and marked outside "For office of Town Clerk," and accompanied with testimonials) must be sent in, addressed to the Mayor and members of the City Council, not later than the afternoon of THURSDAY the 20th INST., when the Council will meet to decide upon those that may have been received. — [654, 278, 801, 340]
advert-alfred-tyer-wool[interactable] — [812, 294, 954, 337]
subheading-house-of-representatives: HOUSE OF REPRESENTATIVES. — [504, 250, 635, 258]
advert-signature-role: Chairman, Local School Committee, Waimea. — [725, 148, 801, 154]
article-paragraph: The MAYOR read an opinion from Mr. Travers to the effect that the officers of the Corporation were removable at any time without notice or compensation, although it was not usual to remove them without notice, except for misconduct, although the absence of notice afforded no legal ground of complaint. — [15, 379, 165, 400]
article-paragraph: Councillor MOSS said he left through no disrespect to the Mayor, but from a sense of justice to himself and his constituents. — [15, 283, 165, 294]
